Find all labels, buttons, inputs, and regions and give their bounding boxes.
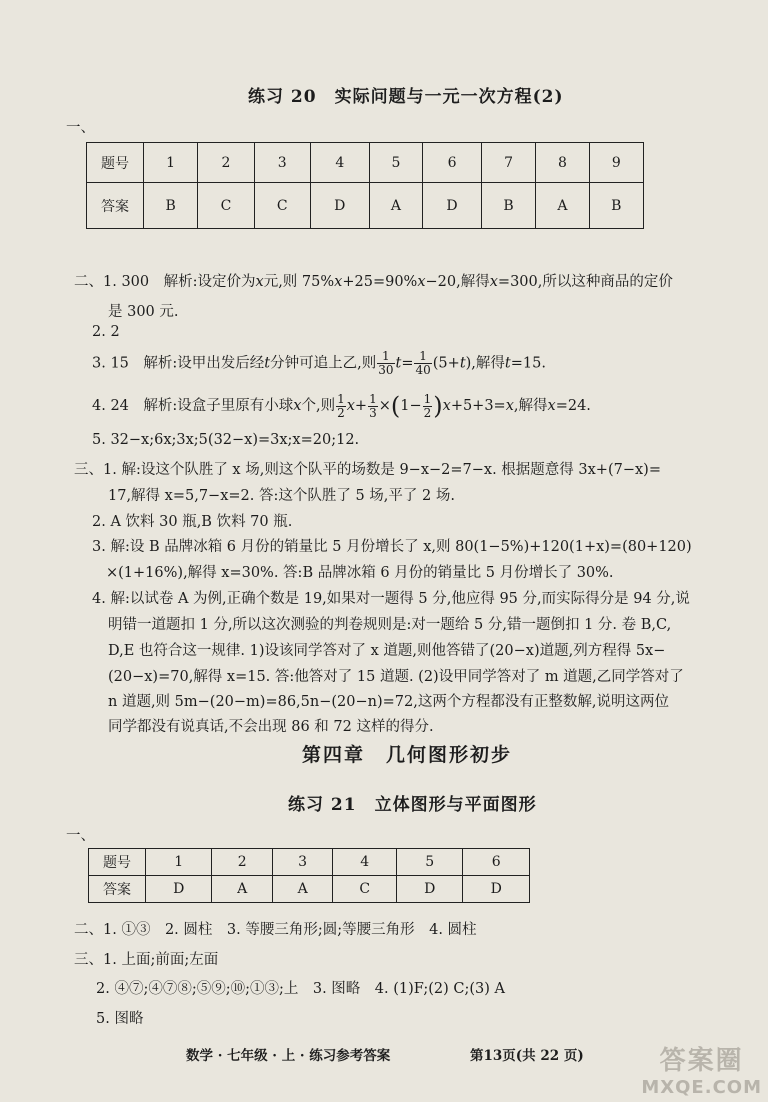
table-cell: 3 xyxy=(254,143,310,183)
table-cell: B xyxy=(589,183,643,229)
answer-2-3: 3. 15 解析:设甲出发后经t分钟可追上乙,则 $\frac{1}{30}$ t= $\frac{1}{40}$ (5+t),解得t=15. xyxy=(92,349,546,377)
answer-2-4: 4. 24 解析:设盒子里原有小球x个,则 $\frac{1}{2}$ x+ $\frac{1}{3}$ ×(1− $\frac{1}{2}$ )x+5+3=x,解得x=24. xyxy=(92,391,591,420)
chapter-title: 第四章 几何图形初步 xyxy=(302,744,513,766)
table-cell: B xyxy=(481,183,535,229)
section-1-label: 一、 xyxy=(66,120,95,136)
table-cell: 5 xyxy=(397,849,463,876)
answer-21-3-5: 5. 图略 xyxy=(96,1011,144,1027)
answer-3-4-line: (20−x)=70,解得 x=15. 答:他答对了 15 道题. (2)设甲同学答对了 m 道题,乙同学答对了 xyxy=(108,669,684,685)
table-head-number: 题号 xyxy=(89,849,146,876)
answer-3-4-line: D,E 也符合这一规律. 1)设该同学答对了 x 道题,则他答错了(20−x)道题,列方程得 5x− xyxy=(108,643,666,659)
table-cell: D xyxy=(310,183,369,229)
table-cell: C xyxy=(198,183,254,229)
section-1-label: 一、 xyxy=(66,828,95,844)
table-cell: 2 xyxy=(212,849,272,876)
table-cell: 6 xyxy=(423,143,482,183)
answer-21-3-1: 三、1. 上面;前面;左面 xyxy=(74,952,219,968)
answer-table-20 xyxy=(86,142,644,229)
table-cell: D xyxy=(397,876,463,903)
table-cell: 4 xyxy=(310,143,369,183)
fraction: $\frac{1}{30}$ xyxy=(378,349,394,377)
table-head-number: 题号 xyxy=(87,143,144,183)
table-cell: A xyxy=(272,876,332,903)
watermark-logo: 答案圈 MXQE.COM xyxy=(641,1046,762,1098)
table-cell: 5 xyxy=(369,143,422,183)
table-head-answer: 答案 xyxy=(87,183,144,229)
answer-2-1-cont: 是 300 元. xyxy=(108,304,179,320)
table-cell: 8 xyxy=(536,143,589,183)
answer-2-2: 2. 2 xyxy=(92,324,120,340)
table-cell: 7 xyxy=(481,143,535,183)
table-cell: 2 xyxy=(198,143,254,183)
answer-3-3-cont: ×(1+16%),解得 x=30%. 答:B 品牌冰箱 6 月份的销量比 5 月份增长了 30%. xyxy=(106,565,614,581)
answer-3-2: 2. A 饮料 30 瓶,B 饮料 70 瓶. xyxy=(92,514,293,530)
table-cell: C xyxy=(254,183,310,229)
table-cell: B xyxy=(144,183,198,229)
answer-3-4-line: 明错一道题扣 1 分,所以这次测验的判卷规则是:对一题给 5 分,错一题倒扣 1 分. 卷 B,C, xyxy=(108,617,672,633)
answer-3-4-line: 同学都没有说真话,不会出现 86 和 72 这样的得分. xyxy=(108,719,434,735)
table-cell: 9 xyxy=(589,143,643,183)
answer-table-21 xyxy=(88,848,530,903)
answer-3-4-line: n 道题,则 5m−(20−m)=86,5n−(20−n)=72,这两个方程都没有正整数解,说明这两位 xyxy=(108,694,669,710)
footer-page-number: 第13页(共 22 页) xyxy=(470,1048,584,1064)
fraction: $\frac{1}{2}$ xyxy=(423,391,432,420)
footer-text: 数学 · 七年级 · 上 · 练习参考答案 xyxy=(186,1048,391,1064)
table-cell: C xyxy=(333,876,397,903)
table-cell: 3 xyxy=(272,849,332,876)
answer-3-1: 三、1. 解:设这个队胜了 x 场,则这个队平的场数是 9−x−2=7−x. 根据题意得 3x+(7−x)= xyxy=(74,462,661,478)
answer-21-3-2: 2. ④⑦;④⑦⑧;⑤⑨;⑩;①③;上 3. 图略 4. (1)F;(2) C;(3) A xyxy=(96,981,505,997)
table-cell: 1 xyxy=(146,849,212,876)
answer-3-1-cont: 17,解得 x=5,7−x=2. 答:这个队胜了 5 场,平了 2 场. xyxy=(108,488,455,504)
table-cell: 6 xyxy=(463,849,530,876)
exercise-20-title: 练习 20 实际问题与一元一次方程(2) xyxy=(248,87,564,107)
table-cell: 1 xyxy=(144,143,198,183)
exercise-21-title: 练习 21 立体图形与平面图形 xyxy=(288,795,537,815)
fraction: $\frac{1}{40}$ xyxy=(415,349,431,377)
answer-2-1: 二、1. 300 解析:设定价为x元,则 75%x+25=90%x−20,解得x=300,所以这种商品的定价 xyxy=(74,274,673,290)
table-cell: A xyxy=(536,183,589,229)
fraction: $\frac{1}{3}$ xyxy=(369,391,377,420)
table-head-answer: 答案 xyxy=(89,876,146,903)
table-cell: 4 xyxy=(333,849,397,876)
answer-3-4: 4. 解:以试卷 A 为例,正确个数是 19,如果对一题得 5 分,他应得 95 分,而实际得分是 94 分,说 xyxy=(92,591,690,607)
table-cell: D xyxy=(146,876,212,903)
table-cell: D xyxy=(463,876,530,903)
answer-3-3: 3. 解:设 B 品牌冰箱 6 月份的销量比 5 月份增长了 x,则 80(1−5%)+120(1+x)=(80+120) xyxy=(92,539,692,555)
answer-2-5: 5. 32−x;6x;3x;5(32−x)=3x;x=20;12. xyxy=(92,432,360,448)
table-cell: A xyxy=(369,183,422,229)
fraction: $\frac{1}{2}$ xyxy=(337,391,345,420)
table-cell: D xyxy=(423,183,482,229)
answer-21-2: 二、1. ①③ 2. 圆柱 3. 等腰三角形;圆;等腰三角形 4. 圆柱 xyxy=(74,922,477,938)
table-cell: A xyxy=(212,876,272,903)
